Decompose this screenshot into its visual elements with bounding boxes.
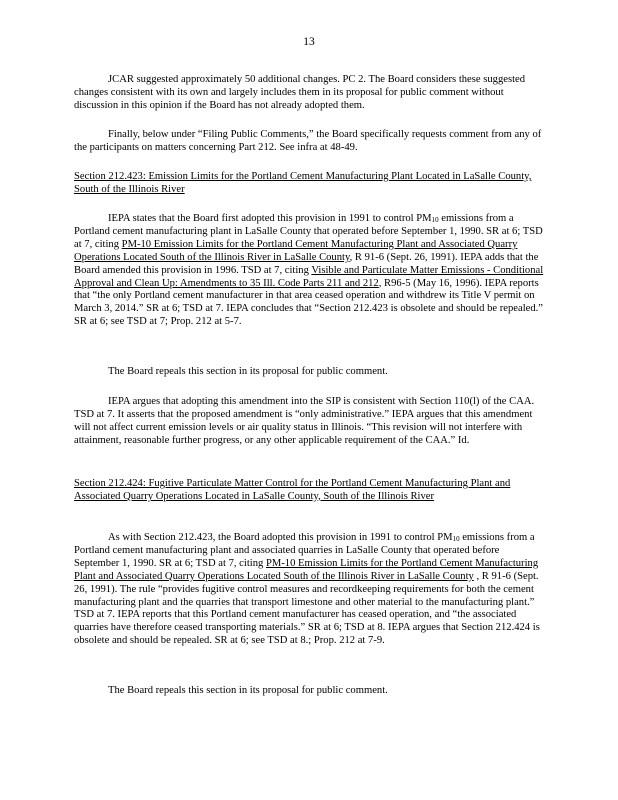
section-heading-212-424 (74, 478, 544, 504)
paragraph-jcar (74, 74, 544, 113)
paragraph-text: Finally, below under “Filing Public Comments,” the Board specifically requests comment from any of the participants on matters concerning Part 212. See infra at 48-49. (74, 129, 542, 153)
paragraph-text: IEPA argues that adopting this amendment into the SIP is consistent with Section 110(l) of the CAA. TSD at 7. It asserts that the proposed amendment is “only administrative.” IEPA argues that this amendment will not affect current emission levels or air quality status in Illinois. “This revision will not interfere with attainment, reasonable further progress, or any other applicable requirement of the CAA.” Id. (74, 396, 535, 446)
page-number: 13 (303, 36, 315, 48)
paragraph-212-424-repeal (74, 685, 544, 698)
case-citation: Visible and Particulate Matter Emissions - Conditional Approval and Clean Up: Amendments to 35 Ill. Code Parts 211 and 212 (74, 264, 544, 289)
section-heading-212-423 (74, 171, 544, 197)
paragraph-212-423-background (74, 213, 544, 329)
subscript-10: 10 (452, 535, 460, 543)
paragraph-212-424-background (74, 532, 544, 648)
case-citation: PM-10 Emission Limits for the Portland Cement Manufacturing Plant and Associated Quarry Operations Located South of the Illinois River in LaSalle County (74, 557, 539, 582)
subscript-10: 10 (431, 216, 439, 224)
paragraph-212-423-sip (74, 396, 544, 448)
paragraph-text: The Board repeals this section in its proposal for public comment. (108, 685, 388, 696)
paragraph-212-423-repeal (74, 366, 544, 379)
paragraph-text: As with Section 212.423, the Board adopted this provision in 1991 to control $PM_{10}$ emissions from a Portland cement manufacturing plant and associated quarries in LaSalle County that operated before September 1, 1990. SR at 6; TSD at 7, citing PM-10 Emission Limits for the Portland Cement Manufacturing Plant and Associated Quarry Operations Located South of the Illinois River in LaSalle County , R 91-6 (Sept. 26, 1991). The rule “provides fugitive control measures and recordkeeping requirements for both the cement manufacturing plant and the quarries that transport limestone and other material to the manufacturing plant.” TSD at 7. IEPA reports that this Portland cement manufacturer has ceased operation, and “the associated quarries have therefore ceased transporting materials.” SR at 6; TSD at 8. IEPA argues that Section 212.424 is obsolete and should be repealed. SR at 6; see TSD at 8.; Prop. 212 at 7-9. (74, 532, 540, 647)
paragraph-text: IEPA states that the Board first adopted this provision in 1991 to control $PM_{10}$ emissions from a Portland cement manufacturing plant in LaSalle County that operated before September 1, 1990. SR at 6; TSD at 7, citing PM-10 Emission Limits for the Portland Cement Manufacturing Plant and Associated Quarry Operations Located South of the Illinois River in LaSalle County, R 91-6 (Sept. 26, 1991). IEPA adds that the Board amended this provision in 1996. TSD at 7, citing Visible and Particulate Matter Emissions - Conditional Approval and Clean Up: Amendments to 35 Ill. Code Parts 211 and 212, R96-5 (May 16, 1996). IEPA reports that “the only Portland cement manufacturer in that area ceased operation and withdrew its Title V permit on March 3, 2014.” SR at 6; TSD at 7. IEPA concludes that “Section 212.423 is obsolete and should be repealed.” SR at 6; see TSD at 7; Prop. 212 at 5-7. (74, 213, 544, 328)
section-heading-text: Section 212.424: Fugitive Particulate Matter Control for the Portland Cement Manufacturing Plant and Associated Quarry Operations Located in LaSalle County, South of the Illinois River (74, 478, 511, 502)
paragraph-finally (74, 129, 544, 155)
case-citation: PM-10 Emission Limits for the Portland Cement Manufacturing Plant and Associated Quarry Operations Located South of the Illinois River in LaSalle County (74, 238, 518, 263)
paragraph-text: The Board repeals this section in its proposal for public comment. (108, 366, 388, 377)
paragraph-text: JCAR suggested approximately 50 additional changes. PC 2. The Board considers these suggested changes consistent with its own and largely includes them in its proposal for public comment without discussion in this opinion if the Board has not already adopted them. (74, 74, 526, 111)
section-heading-text: Section 212.423: Emission Limits for the Portland Cement Manufacturing Plant Located in LaSalle County, South of the Illinois River (74, 171, 532, 195)
